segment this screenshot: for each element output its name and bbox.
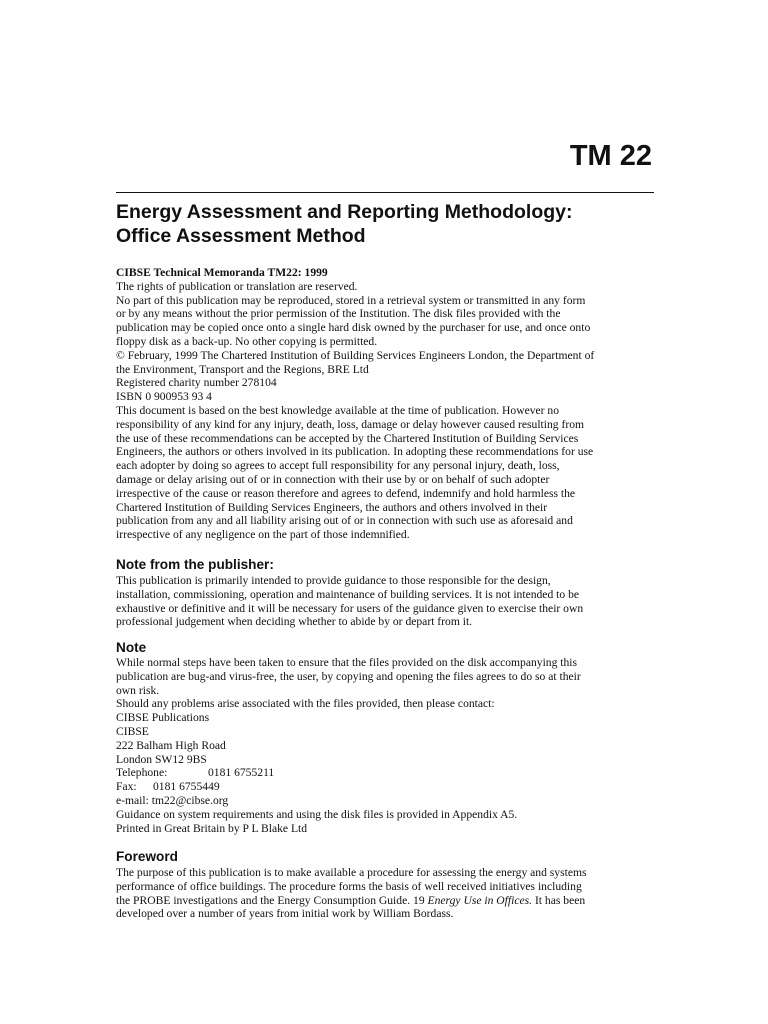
memo-line: responsibility of any kind for any injury, death, loss, damage or delay however caused resulting from	[116, 417, 585, 431]
memo-line: Registered charity number 278104	[116, 376, 277, 390]
memo-line: publication may be copied once onto a single hard disk owned by the purchaser for use, and once onto	[116, 321, 591, 335]
fax-value: 0181 6755449	[153, 780, 220, 794]
fax-label: Fax:	[116, 780, 137, 794]
title-divider	[116, 192, 654, 193]
note-line: publication are bug-and virus-free, the user, by copying and opening the files agrees to do so at their	[116, 669, 581, 683]
foreword-text: It has been	[532, 893, 586, 907]
foreword-heading: Foreword	[116, 849, 178, 864]
note-line: own risk.	[116, 683, 160, 697]
memo-line: or by any means without the prior permission of the Institution. The disk files provided with the	[116, 307, 561, 321]
publisher-note-line: This publication is primarily intended to provide guidance to those responsible for the design,	[116, 574, 551, 587]
note-line: CIBSE	[116, 724, 149, 738]
publisher-note-line: professional judgement when deciding whether to abide by or depart from it.	[116, 615, 473, 629]
note-line: e-mail: tm22@cibse.org	[116, 793, 229, 807]
telephone-row	[116, 766, 656, 780]
fax-row	[116, 780, 656, 794]
publisher-note-block	[116, 574, 656, 629]
note-line: Guidance on system requirements and using the disk files is provided in Appendix A5.	[116, 807, 518, 821]
foreword-line: developed over a number of years from initial work by William Bordass.	[116, 907, 454, 921]
memo-line: ISBN 0 900953 93 4	[116, 390, 212, 404]
note-line: CIBSE Publications	[116, 711, 210, 725]
publication-reference: Energy Use in Offices.	[427, 893, 533, 907]
memo-line: irrespective of any negligence on the part of those indemnified.	[116, 528, 410, 542]
publisher-note-line: installation, commissioning, operation and maintenance of building services. It is not intended to be	[116, 587, 580, 601]
document-page	[116, 0, 656, 1024]
telephone-value: 0181 6755211	[208, 766, 275, 780]
foreword-line	[116, 894, 656, 908]
note-block	[116, 656, 656, 835]
document-code: TM 22	[569, 140, 652, 172]
memo-line: Engineers, the authors or others involved in its publication. In adopting these recommendations for use	[116, 445, 594, 459]
memo-line: publication from any and all liability arising out of or in connection with such use as aforesaid and	[116, 514, 573, 528]
memo-line: Chartered Institution of Building Services Engineers, the authors and others involved in their	[116, 500, 548, 514]
note-line: While normal steps have been taken to ensure that the files provided on the disk accompanying this	[116, 656, 578, 669]
document-title-line: Office Assessment Method	[116, 225, 366, 247]
memo-line: the use of these recommendations can be accepted by the Chartered Institution of Building Services	[116, 431, 579, 445]
foreword-text: the PROBE investigations and the Energy Consumption Guide. 19	[116, 893, 428, 907]
memo-line: irrespective of the cause or reason therefore and agrees to defend, indemnify and hold harmless the	[116, 486, 576, 500]
memo-line: each adopter by doing so agrees to accept full responsibility for any personal injury, death, loss,	[116, 459, 560, 473]
memo-line: This document is based on the best knowledge available at the time of publication. However no	[116, 403, 560, 417]
note-line: Should any problems arise associated with the files provided, then please contact:	[116, 697, 495, 711]
memo-line: The rights of publication or translation are reserved.	[116, 279, 358, 293]
foreword-line: The purpose of this publication is to make available a procedure for assessing the energy and systems	[116, 866, 587, 879]
note-line: Printed in Great Britain by P L Blake Ltd	[116, 821, 308, 835]
note-line: 222 Balham High Road	[116, 738, 226, 752]
note-heading: Note	[116, 640, 147, 655]
memo-block	[116, 266, 656, 542]
document-title	[116, 200, 656, 248]
foreword-block	[116, 866, 656, 921]
memo-heading: CIBSE Technical Memoranda TM22: 1999	[116, 266, 328, 279]
memo-line: the Environment, Transport and the Regions, BRE Ltd	[116, 362, 369, 376]
memo-line: © February, 1999 The Chartered Institution of Building Services Engineers London, the Department of	[116, 348, 595, 362]
telephone-label: Telephone:	[116, 766, 168, 780]
note-line: London SW12 9BS	[116, 752, 207, 766]
memo-line: damage or delay arising out of or in connection with their use by or on behalf of such adopter	[116, 472, 550, 486]
publisher-note-line: exhaustive or definitive and it will be necessary for users of the guidance given to exercise their own	[116, 601, 584, 615]
publisher-note-heading: Note from the publisher:	[116, 557, 274, 572]
memo-line: floppy disk as a back-up. No other copying is permitted.	[116, 334, 378, 348]
foreword-line: performance of office buildings. The procedure forms the basis of well received initiatives including	[116, 879, 582, 893]
memo-line: No part of this publication may be reproduced, stored in a retrieval system or transmitted in any form	[116, 293, 586, 307]
document-title-line: Energy Assessment and Reporting Methodology:	[116, 201, 573, 223]
